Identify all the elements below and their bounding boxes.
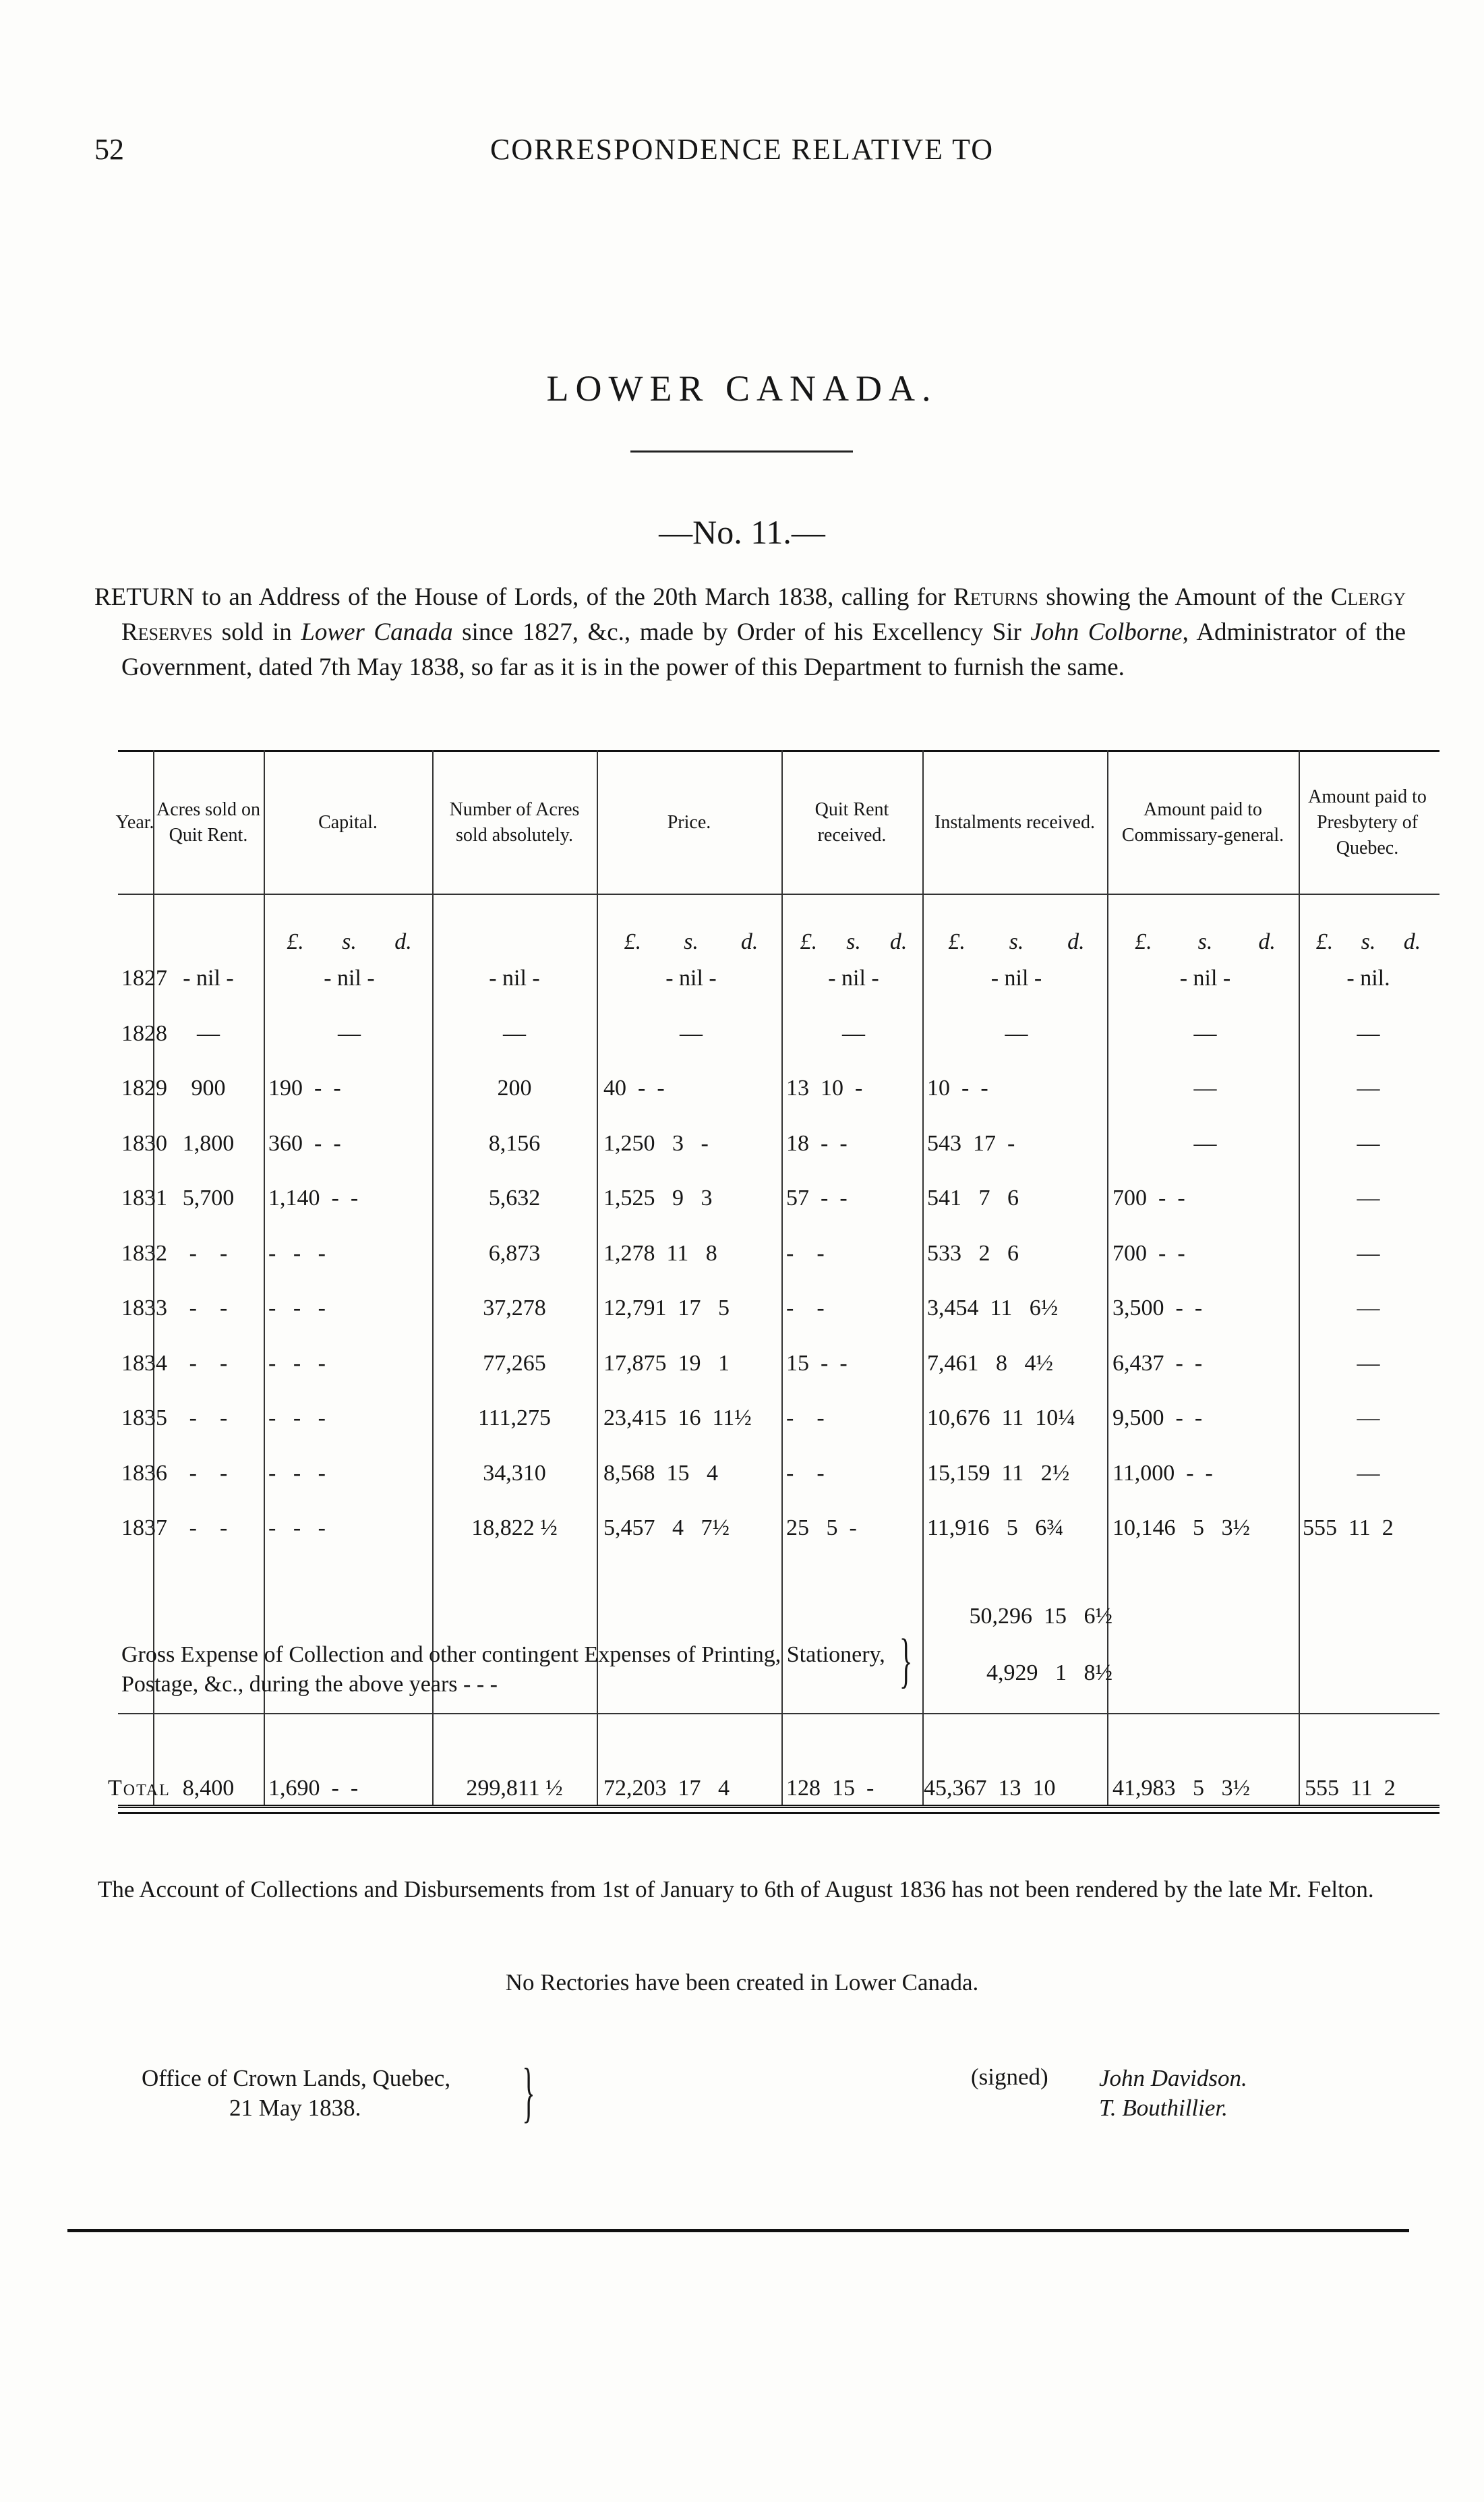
unit-instalments-d: d. (1067, 929, 1085, 954)
signatories (1099, 2064, 1247, 2123)
total-capital: 1,690 - - (268, 1776, 359, 1801)
cell-year: 1830 (121, 1130, 167, 1156)
unit-price-d: d. (740, 929, 759, 954)
unit-presbytery-d: d. (1403, 929, 1421, 954)
cell-presbytery: — (1357, 1405, 1380, 1430)
header-commissary: Amount paid to Commissary-general. (1121, 799, 1284, 846)
unit-commissary-d: d. (1258, 929, 1276, 954)
cell-price: — (680, 1020, 703, 1046)
cell-acres-abs: 111,275 (478, 1405, 551, 1430)
cell-presbytery: — (1357, 1020, 1380, 1046)
page-number: 52 (94, 133, 124, 166)
cell-quit-rent: - - (786, 1460, 825, 1486)
cell-instalments: 533 2 6 (927, 1240, 1019, 1266)
signatory-davidson: John Davidson. (1099, 2065, 1247, 2091)
table-top-rule (118, 750, 1440, 752)
cell-instalments: — (1005, 1020, 1028, 1046)
total-price: 72,203 17 4 (603, 1776, 730, 1801)
unit-instalments-l: £. (948, 929, 966, 954)
gross-expense-label: Gross Expense of Collection and other contingent Expenses of Printing, Stationery, Postage, &c., during the above years - - - (121, 1642, 885, 1697)
cell-quit-rent: - nil - (828, 966, 879, 991)
cell-price: 12,791 17 5 (603, 1296, 730, 1320)
cell-quit-rent: — (842, 1020, 865, 1046)
office-line-2: 21 May 1838. (229, 2095, 361, 2121)
cell-price: 17,875 19 1 (603, 1350, 730, 1376)
note-rectories: No Rectories have been created in Lower Canada. (505, 1969, 979, 1996)
cell-quit-rent: 13 10 - (786, 1076, 863, 1101)
cell-quit-rent: - - (786, 1296, 825, 1320)
header-quit-rent: Quit Rent received. (814, 799, 889, 846)
cell-instalments: 7,461 8 4½ (927, 1350, 1053, 1376)
cell-commissary: 700 - - (1112, 1240, 1185, 1266)
cell-price: 1,525 9 3 (603, 1186, 713, 1211)
cell-price: 8,568 15 4 (603, 1460, 718, 1486)
cell-year: 1835 (121, 1405, 167, 1430)
header-presbytery: Amount paid to Presbytery of Quebec. (1308, 786, 1427, 859)
cell-quit-rent: - - (786, 1405, 825, 1430)
total-quit-rent: 128 15 - (786, 1776, 874, 1801)
page-bottom-rule (67, 2229, 1409, 2232)
cell-commissary: — (1193, 1130, 1217, 1156)
total-label: Total (108, 1776, 171, 1801)
cell-commissary: — (1193, 1076, 1217, 1101)
header-acres-absolutely: Number of Acres sold absolutely. (449, 799, 580, 846)
cell-acres-quit: - nil - (183, 966, 234, 991)
running-head: CORRESPONDENCE RELATIVE TO (489, 133, 995, 166)
cell-price: 1,278 11 8 (603, 1240, 717, 1266)
signatory-bouthillier: T. Bouthillier. (1099, 2095, 1228, 2121)
unit-quit-rent-l: £. (800, 929, 818, 954)
unit-capital-d: d. (394, 929, 412, 954)
cell-presbytery: - nil. (1346, 966, 1390, 991)
unit-instalments-s: s. (1009, 929, 1024, 954)
unit-presbytery-l: £. (1315, 929, 1334, 954)
total-acres-absolutely: 299,811 ½ (466, 1776, 563, 1801)
cell-instalments: 10 - - (927, 1076, 988, 1101)
cell-acres-abs: 6,873 (488, 1240, 541, 1266)
cell-year: 1836 (121, 1460, 167, 1486)
header-acres-quit-rent: Acres sold on Quit Rent. (156, 799, 260, 846)
cell-acres-quit: - - (189, 1515, 228, 1540)
cell-acres-quit: 1,800 (182, 1130, 235, 1156)
cell-commissary: - nil - (1179, 966, 1231, 991)
unit-quit-rent-d: d. (889, 929, 908, 954)
cell-acres-quit: - - (189, 1296, 228, 1320)
cell-instalments: 3,454 11 6½ (927, 1296, 1059, 1320)
header-capital: Capital. (318, 812, 378, 833)
header-bottom-rule (118, 894, 1440, 895)
cell-acres-abs: 200 (497, 1076, 532, 1101)
column-rule (1299, 750, 1300, 1805)
cell-commissary: — (1193, 1020, 1217, 1046)
cell-acres-quit: - - (189, 1405, 228, 1430)
cell-year: 1831 (121, 1186, 167, 1211)
cell-presbytery: 555 11 2 (1303, 1515, 1394, 1540)
cell-acres-abs: — (503, 1020, 526, 1046)
cell-presbytery: — (1357, 1240, 1380, 1266)
header-instalments: Instalments received. (934, 812, 1095, 833)
unit-capital-l: £. (287, 929, 304, 954)
cell-acres-abs: 18,822 ½ (471, 1515, 558, 1540)
cell-quit-rent: 18 - - (786, 1130, 848, 1156)
unit-price-s: s. (684, 929, 699, 954)
cell-acres-abs: - nil - (489, 966, 540, 991)
document-number: —No. 11.— (659, 513, 825, 551)
cell-capital: - - - (268, 1405, 326, 1430)
cell-instalments: 11,916 5 6¾ (927, 1515, 1064, 1540)
cell-quit-rent: - - (786, 1240, 825, 1266)
cell-capital: - - - (268, 1460, 326, 1486)
cell-presbytery: — (1357, 1186, 1380, 1211)
cell-acres-quit: — (197, 1020, 220, 1046)
unit-quit-rent-s: s. (846, 929, 861, 954)
cell-acres-quit: 5,700 (182, 1186, 235, 1211)
cell-price: 5,457 4 7½ (603, 1515, 730, 1540)
cell-capital: - - - (268, 1350, 326, 1376)
cell-instalments: 541 7 6 (927, 1186, 1019, 1211)
unit-capital-s: s. (342, 929, 357, 954)
cell-instalments: 10,676 11 10¼ (927, 1405, 1075, 1430)
cell-commissary: 700 - - (1112, 1186, 1185, 1211)
cell-commissary: 11,000 - - (1112, 1460, 1213, 1486)
unit-presbytery-s: s. (1361, 929, 1376, 954)
total-top-rule (118, 1713, 1440, 1714)
cell-capital: - - - (268, 1240, 326, 1266)
cell-acres-abs: 77,265 (483, 1350, 546, 1376)
intro-paragraph: RETURN to an Address of the House of Lords, of the 20th March 1838, calling for Returns showing the Amount of the Clergy Reserves sold in Lower Canada since 1827, &c., made by Order of his Excellency Sir John Colborne, Administrator of the Government, dated 7th May 1838, so far as it is in the power of this Department to furnish the same. (94, 583, 1406, 681)
gross-expense-value: 4,929 1 8½ (986, 1660, 1112, 1685)
cell-price: - nil - (665, 966, 717, 991)
cell-acres-abs: 34,310 (483, 1460, 546, 1486)
office-brace: } (522, 2054, 535, 2129)
cell-acres-abs: 5,632 (488, 1186, 541, 1211)
cell-commissary: 3,500 - - (1112, 1296, 1203, 1320)
cell-presbytery: — (1357, 1130, 1380, 1156)
title-rule (630, 450, 853, 453)
total-acres-quit: 8,400 (182, 1776, 235, 1801)
cell-presbytery: — (1357, 1296, 1380, 1320)
section-title: LOWER CANADA. (546, 368, 938, 409)
unit-commissary-s: s. (1197, 929, 1213, 954)
cell-year: 1832 (121, 1240, 167, 1266)
cell-presbytery: — (1357, 1076, 1380, 1101)
cell-year: 1828 (121, 1020, 167, 1046)
cell-quit-rent: 57 - - (786, 1186, 848, 1211)
header-price: Price. (667, 812, 711, 833)
total-presbytery: 555 11 2 (1305, 1776, 1396, 1801)
cell-capital: 360 - - (268, 1130, 341, 1156)
note-felton: The Account of Collections and Disbursements from 1st of January to 6th of August 1836 has not been rendered by the late Mr. Felton. (98, 1876, 1374, 1902)
cell-instalments: - nil - (990, 966, 1042, 991)
gross-expense-brace: } (899, 1627, 913, 1694)
office-line-1: Office of Crown Lands, Quebec, (142, 2065, 451, 2091)
cell-commissary: 10,146 5 3½ (1112, 1515, 1250, 1540)
cell-presbytery: — (1357, 1460, 1380, 1486)
total-instalments: 45,367 13 10 (924, 1776, 1056, 1801)
cell-acres-abs: 8,156 (488, 1130, 541, 1156)
cell-acres-quit: - - (189, 1350, 228, 1376)
cell-capital: 190 - - (268, 1076, 341, 1101)
cell-acres-abs: 37,278 (483, 1296, 546, 1320)
cell-year: 1834 (121, 1350, 167, 1376)
cell-acres-quit: - - (189, 1460, 228, 1486)
cell-price: 23,415 16 11½ (603, 1405, 752, 1430)
office-block (142, 2064, 450, 2123)
cell-commissary: 9,500 - - (1112, 1405, 1203, 1430)
cell-capital: - - - (268, 1296, 326, 1320)
total-commissary: 41,983 5 3½ (1112, 1776, 1250, 1801)
cell-capital: — (338, 1020, 361, 1046)
cell-year: 1837 (121, 1515, 167, 1540)
cell-quit-rent: 25 5 - (786, 1515, 857, 1540)
signed-label: (signed) (971, 2064, 1048, 2090)
cell-year: 1829 (121, 1076, 167, 1101)
cell-instalments: 543 17 - (927, 1130, 1015, 1156)
unit-price-l: £. (624, 929, 642, 954)
column-rule (922, 750, 924, 1805)
cell-price: 40 - - (603, 1076, 665, 1101)
unit-commissary-l: £. (1135, 929, 1152, 954)
cell-acres-quit: - - (189, 1240, 228, 1266)
cell-capital: 1,140 - - (268, 1186, 359, 1211)
cell-commissary: 6,437 - - (1112, 1350, 1203, 1376)
cell-capital: - - - (268, 1515, 326, 1540)
header-year: Year. (115, 812, 154, 833)
cell-year: 1833 (121, 1296, 167, 1320)
table-bottom-rule (118, 1805, 1440, 1814)
instalments-subtotal: 50,296 15 6½ (969, 1604, 1112, 1629)
cell-instalments: 15,159 11 2½ (927, 1460, 1070, 1486)
cell-year: 1827 (121, 966, 167, 991)
cell-presbytery: — (1357, 1350, 1380, 1376)
cell-acres-quit: 900 (191, 1076, 226, 1101)
cell-quit-rent: 15 - - (786, 1350, 848, 1376)
column-rule (1107, 750, 1108, 1805)
cell-capital: - nil - (324, 966, 375, 991)
cell-price: 1,250 3 - (603, 1130, 709, 1156)
